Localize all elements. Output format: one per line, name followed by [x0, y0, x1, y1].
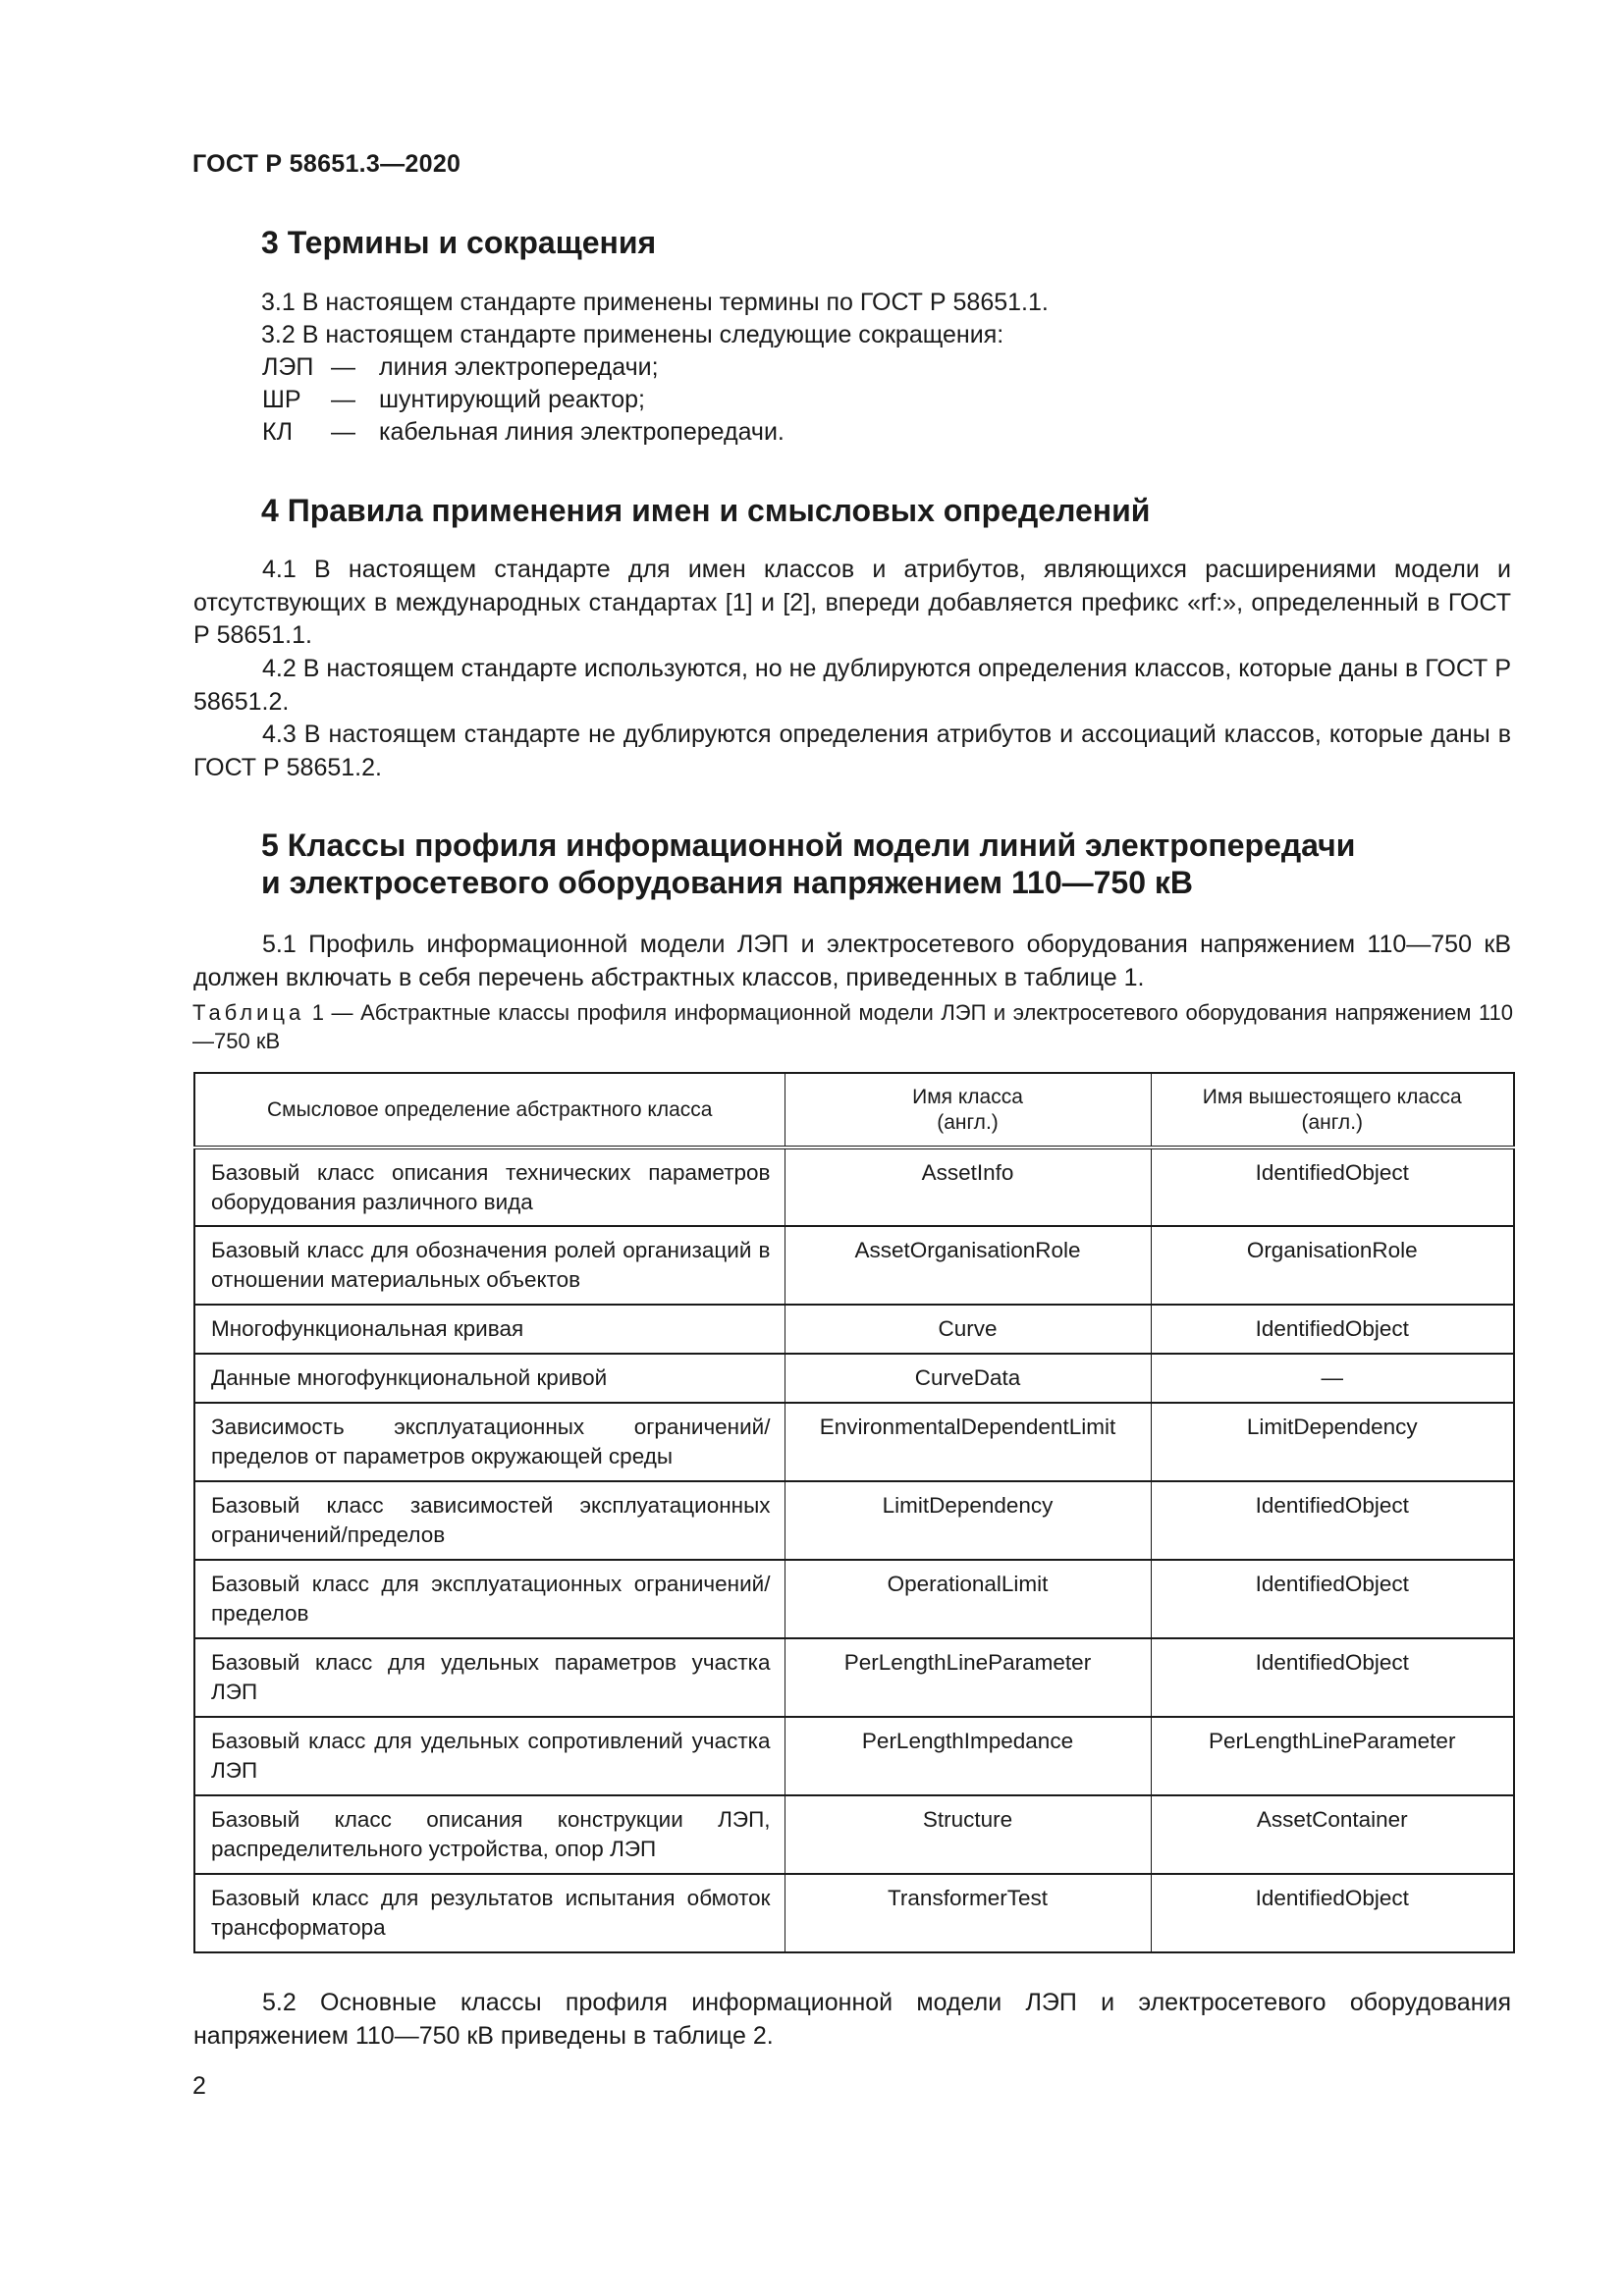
cell-definition: Базовый класс для обозначения ролей организаций в отношении материальных объектов [194, 1226, 785, 1305]
table-row [194, 1226, 1514, 1305]
cell-definition: Зависимость эксплуатационных ограничений/пределов от параметров окружающей среды [194, 1403, 785, 1481]
header-text: Имя вышестоящего класса (англ.) [1202, 1085, 1462, 1134]
abbreviation-term: КЛ [262, 418, 293, 446]
cell-class-name: AssetOrganisationRole [785, 1226, 1151, 1305]
cell-class-name: PerLengthLineParameter [785, 1638, 1151, 1717]
section-5-title-line-2: и электросетевого оборудования напряжением 110—750 кВ [261, 864, 1194, 900]
cell-parent-class: IdentifiedObject [1151, 1148, 1514, 1226]
cell-class-name: Curve [785, 1305, 1151, 1354]
table-row [194, 1403, 1514, 1481]
cell-class-name: CurveData [785, 1354, 1151, 1403]
abbreviation-meaning: линия электропередачи; [379, 353, 659, 381]
table-caption-label: Таблица [192, 1000, 305, 1025]
column-header-parent-class [1151, 1073, 1514, 1148]
cell-parent-class: IdentifiedObject [1151, 1874, 1514, 1952]
paragraph-4-1 [193, 554, 1511, 653]
paragraph-text: 4.3 В настоящем стандарте не дублируются определения атрибутов и ассоциаций классов, которые даны в ГОСТ Р 58651.2. [193, 721, 1511, 781]
cell-definition: Многофункциональная кривая [194, 1305, 785, 1354]
cell-parent-class: LimitDependency [1151, 1403, 1514, 1481]
paragraph-text: 5.2 Основные классы профиля информационной модели ЛЭП и электросетевого оборудования напряжением 110—750 кВ приведены в таблице 2. [193, 1989, 1511, 2050]
cell-parent-class: IdentifiedObject [1151, 1638, 1514, 1717]
cell-definition: Базовый класс для эксплуатационных ограничений/пределов [194, 1560, 785, 1638]
abbreviation-item [0, 416, 1624, 449]
cell-definition: Базовый класс для удельных параметров участка ЛЭП [194, 1638, 785, 1717]
abbreviation-meaning: кабельная линия электропередачи. [379, 418, 785, 446]
cell-definition: Базовый класс для удельных сопротивлений участка ЛЭП [194, 1717, 785, 1795]
section-3-title: 3 Термины и сокращения [261, 225, 657, 260]
table-row [194, 1481, 1514, 1560]
section-5-title-line-1: 5 Классы профиля информационной модели линий электропередачи [261, 828, 1356, 863]
abbreviation-item [0, 351, 1624, 384]
table-header-row [194, 1073, 1514, 1148]
cell-definition: Данные многофункциональной кривой [194, 1354, 785, 1403]
abbreviation-term: ШР [262, 386, 301, 413]
document-header: ГОСТ Р 58651.3—2020 [192, 150, 461, 178]
paragraph-5-2 [193, 1987, 1511, 2053]
cell-class-name: LimitDependency [785, 1481, 1151, 1560]
cell-parent-class: AssetContainer [1151, 1795, 1514, 1874]
table-row [194, 1717, 1514, 1795]
table-caption [192, 998, 1513, 1055]
paragraph-text: 4.2 В настоящем стандарте используются, но не дублируются определения классов, которые даны в ГОСТ Р 58651.2. [193, 655, 1511, 716]
cell-parent-class: IdentifiedObject [1151, 1481, 1514, 1560]
cell-class-name: EnvironmentalDependentLimit [785, 1403, 1151, 1481]
header-text: Имя класса (англ.) [912, 1085, 1023, 1134]
cell-parent-class: PerLengthLineParameter [1151, 1717, 1514, 1795]
cell-definition: Базовый класс описания технических параметров оборудования различного вида [194, 1148, 785, 1226]
section-4-title: 4 Правила применения имен и смысловых определений [261, 493, 1151, 528]
table-caption-text: 1 — Абстрактные классы профиля информационной модели ЛЭП и электросетевого оборудования напряжением 110—750 кВ [192, 1000, 1513, 1053]
column-header-definition: Смысловое определение абстрактного класса [194, 1073, 785, 1148]
table-row [194, 1305, 1514, 1354]
cell-class-name: OperationalLimit [785, 1560, 1151, 1638]
paragraph-5-1 [193, 929, 1511, 994]
cell-definition: Базовый класс описания конструкции ЛЭП, распределительного устройства, опор ЛЭП [194, 1795, 785, 1874]
cell-class-name: TransformerTest [785, 1874, 1151, 1952]
section-5-title [261, 828, 1355, 902]
cell-parent-class: IdentifiedObject [1151, 1305, 1514, 1354]
abbreviation-dash: — [331, 418, 355, 446]
cell-parent-class: — [1151, 1354, 1514, 1403]
cell-class-name: Structure [785, 1795, 1151, 1874]
table-row [194, 1354, 1514, 1403]
abbreviation-meaning: шунтирующий реактор; [379, 386, 645, 413]
table-row [194, 1638, 1514, 1717]
cell-definition: Базовый класс для результатов испытания обмоток трансформатора [194, 1874, 785, 1952]
table-row [194, 1795, 1514, 1874]
paragraph-3-1: 3.1 В настоящем стандарте применены термины по ГОСТ Р 58651.1. [261, 289, 1049, 316]
abstract-classes-table [193, 1072, 1515, 1953]
column-header-class-name [785, 1073, 1151, 1148]
cell-definition: Базовый класс зависимостей эксплуатационных ограничений/пределов [194, 1481, 785, 1560]
cell-class-name: PerLengthImpedance [785, 1717, 1151, 1795]
paragraph-3-2: 3.2 В настоящем стандарте применены следующие сокращения: [261, 321, 1004, 348]
abbreviation-term: ЛЭП [262, 353, 314, 381]
cell-class-name: AssetInfo [785, 1148, 1151, 1226]
abbreviation-dash: — [331, 353, 355, 381]
paragraph-4-3 [193, 719, 1511, 784]
abbreviation-dash: — [331, 386, 355, 413]
paragraph-text: 5.1 Профиль информационной модели ЛЭП и электросетевого оборудования напряжением 110—750 кВ должен включать в себя перечень абстрактных классов, приведенных в таблице 1. [193, 931, 1511, 991]
cell-parent-class: OrganisationRole [1151, 1226, 1514, 1305]
table-row [194, 1874, 1514, 1952]
cell-parent-class: IdentifiedObject [1151, 1560, 1514, 1638]
table-row [194, 1560, 1514, 1638]
paragraph-4-2 [193, 653, 1511, 719]
page-number: 2 [192, 2072, 206, 2100]
table-row [194, 1148, 1514, 1226]
abbreviation-item [0, 384, 1624, 416]
paragraph-text: 4.1 В настоящем стандарте для имен классов и атрибутов, являющихся расширениями модели и отсутствующих в международных стандартах [1] и [2], впереди добавляется префикс «rf:», определенный в ГОСТ Р 58651.1. [193, 556, 1511, 649]
